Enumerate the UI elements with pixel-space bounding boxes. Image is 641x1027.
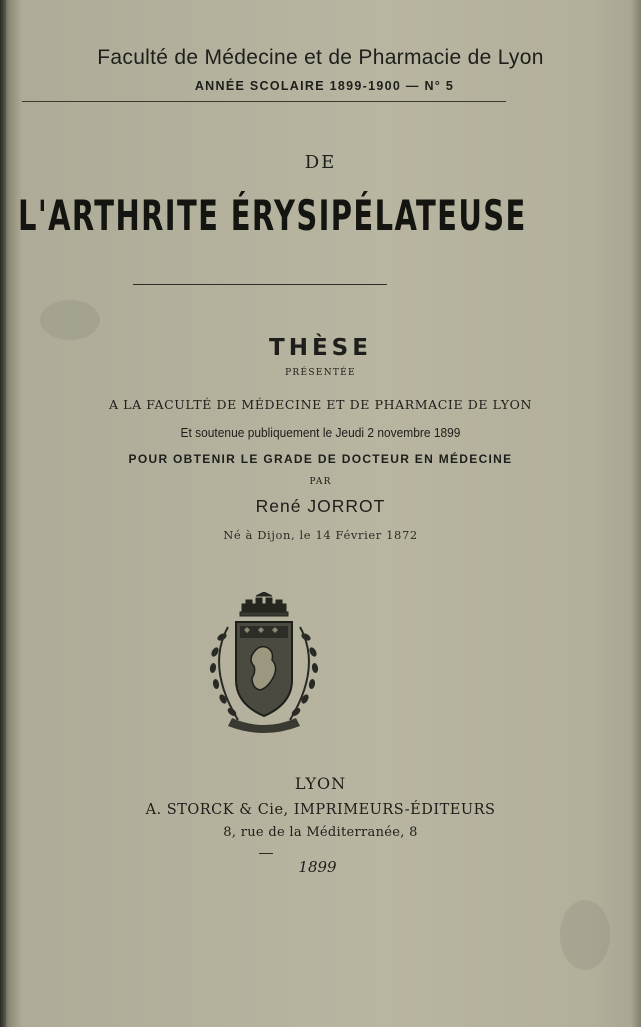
thesis-title-text: L'ARTHRITE ÉRYSIPÉLATEUSE [18,191,527,240]
imprint-publisher: A. STORCK & Cie, IMPRIMEURS-ÉDITEURS [145,802,496,818]
thesis-title [18,190,527,243]
imprint-year: 1899 [298,858,337,876]
title-rule [133,284,387,285]
author-name: René JORROT [255,496,386,516]
faculty-heading: Faculté de Médecine et de Pharmacie de Lyon [97,46,544,69]
these-heading: THÈSE [269,335,372,361]
top-rule [22,101,506,102]
author-birth: Né à Dijon, le 14 Février 1872 [223,528,418,542]
imprint-dash [259,853,273,854]
faculty-line: A LA FACULTÉ DE MÉDECINE ET DE PHARMACIE DE LYON [108,397,533,412]
paper-stain [40,300,100,340]
degree-line: POUR OBTENIR LE GRADE DE DOCTEUR EN MÉDECINE [128,452,513,466]
paper-stain [560,900,610,970]
imprint-city: LYON [294,774,347,793]
imprint-address: 8, rue de la Méditerranée, 8 [223,825,418,840]
par-label: PAR [309,477,332,487]
lyon-coat-of-arms-icon [198,592,330,742]
school-year: ANNÉE SCOLAIRE 1899-1900 — N° 5 [194,79,455,93]
presentee-label: PRÉSENTÉE [285,368,356,378]
defense-date: Et soutenue publiquement le Jeudi 2 novembre 1899 [180,425,461,440]
title-prefix: DE [304,152,337,173]
